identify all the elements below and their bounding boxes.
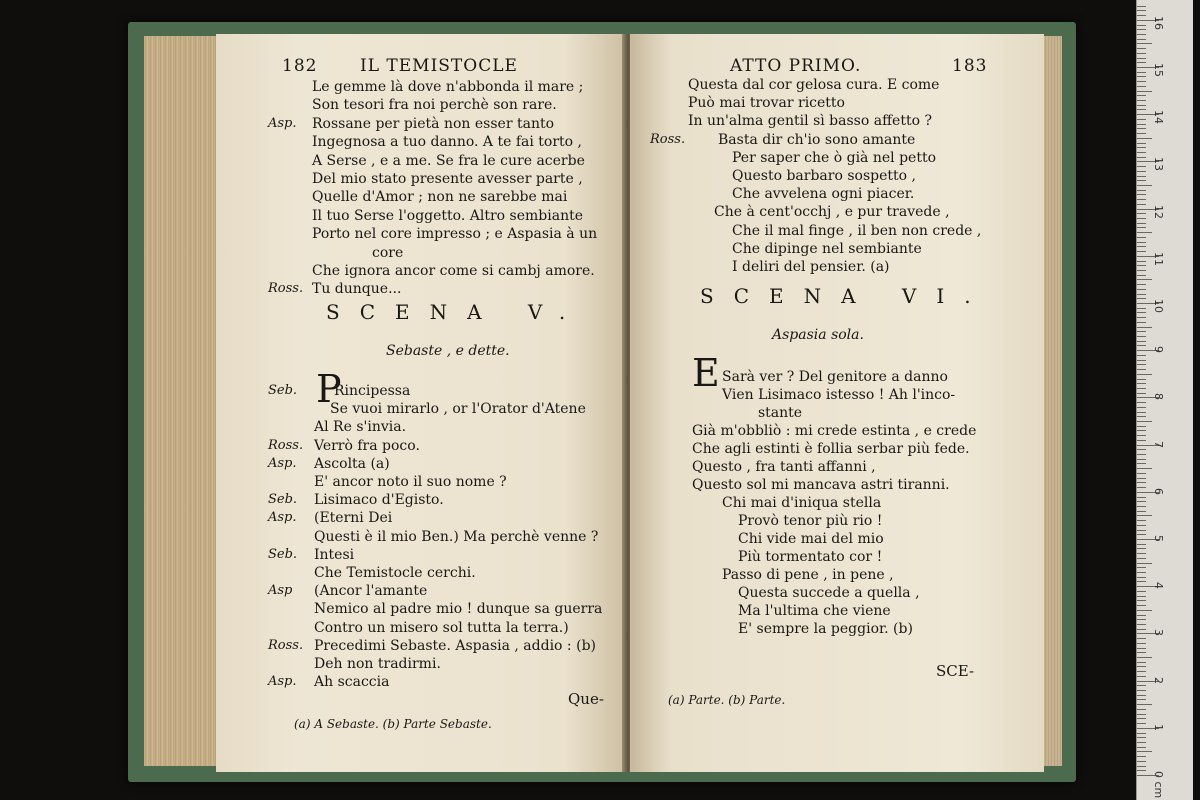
ruler-tick xyxy=(1137,619,1146,620)
ruler-tick xyxy=(1137,327,1152,328)
text-line: Questi è il mio Ben.) Ma perchè venne ? xyxy=(314,528,599,545)
scene-persons: Aspasia sola. xyxy=(772,327,864,343)
ruler-tick xyxy=(1137,204,1146,205)
text-line: Porto nel core impresso ; e Aspasia à un xyxy=(312,226,598,243)
ruler-tick xyxy=(1137,449,1146,450)
ruler-tick xyxy=(1137,25,1146,26)
ruler-tick xyxy=(1137,648,1146,649)
ruler-tick xyxy=(1137,105,1146,106)
ruler-tick xyxy=(1137,218,1146,219)
ruler-tick xyxy=(1137,213,1146,214)
text-line: Deh non tradirmi. xyxy=(314,656,441,672)
ruler-tick xyxy=(1137,322,1146,323)
ruler-tick xyxy=(1137,463,1146,464)
ruler-tick xyxy=(1137,473,1146,474)
ruler-label: 6 xyxy=(1152,487,1165,495)
ruler-tick xyxy=(1137,591,1146,592)
ruler-tick xyxy=(1137,478,1146,479)
right-page xyxy=(630,34,1044,772)
ruler-tick xyxy=(1137,6,1146,7)
text-line: Questa dal cor gelosa cura. E come xyxy=(688,77,940,93)
speaker-label: Asp. xyxy=(268,510,297,526)
ruler-tick xyxy=(1137,341,1146,342)
ruler-tick xyxy=(1137,369,1146,370)
speaker-label: Seb. xyxy=(268,546,298,562)
ruler-tick xyxy=(1137,629,1146,630)
ruler-tick xyxy=(1137,190,1146,191)
ruler-tick xyxy=(1137,699,1146,700)
ruler-tick xyxy=(1137,407,1146,408)
ruler-tick xyxy=(1137,440,1146,441)
ruler-tick xyxy=(1137,412,1146,413)
ruler-tick xyxy=(1137,39,1146,40)
ruler-label: 3 xyxy=(1152,629,1165,637)
text-line: Se vuoi mirarlo , or l'Orator d'Atene xyxy=(330,401,586,418)
ruler-label: 8 xyxy=(1152,393,1165,401)
ruler-tick xyxy=(1137,143,1146,144)
footnotes: (a) A Sebaste. (b) Parte Sebaste. xyxy=(294,717,492,731)
ruler-tick xyxy=(1137,100,1146,101)
text-line: Precedimi Sebaste. Aspasia , addio : (b) xyxy=(314,637,596,654)
text-line: Passo di pene , in pene , xyxy=(722,567,894,583)
text-line: (Eterni Dei xyxy=(314,510,393,527)
catchword: SCE- xyxy=(936,662,975,680)
scene-title: SCENA V. xyxy=(326,300,586,324)
text-line: In un'alma gentil sì basso affetto ? xyxy=(688,113,932,130)
ruler-label: 1 xyxy=(1152,723,1165,731)
speaker-label: Asp. xyxy=(268,455,297,471)
ruler-tick xyxy=(1137,534,1146,535)
ruler-tick xyxy=(1137,360,1146,361)
ruler-tick xyxy=(1137,317,1146,318)
ruler-tick xyxy=(1137,421,1152,422)
ruler-tick xyxy=(1137,246,1146,247)
ruler-tick xyxy=(1137,388,1146,389)
scene-persons: Sebaste , e dette. xyxy=(386,343,510,359)
ruler-tick xyxy=(1137,166,1146,167)
ruler-tick xyxy=(1137,581,1146,582)
text-line: I deliri del pensier. (a) xyxy=(732,259,890,275)
ruler-tick xyxy=(1137,714,1146,715)
ruler-tick xyxy=(1137,506,1146,507)
text-line: Quelle d'Amor ; non ne sarebbe mai xyxy=(312,189,568,206)
ruler-label: 5 xyxy=(1152,535,1165,542)
running-head: ATTO PRIMO. xyxy=(730,56,862,76)
text-line: Le gemme là dove n'abbonda il mare ; xyxy=(312,79,584,95)
ruler-label: 14 xyxy=(1152,110,1165,125)
ruler-tick xyxy=(1137,185,1152,186)
ruler-tick xyxy=(1137,685,1146,686)
ruler-tick xyxy=(1137,48,1146,49)
ruler-tick xyxy=(1137,666,1146,667)
ruler-tick xyxy=(1137,638,1146,639)
ruler-tick xyxy=(1137,138,1152,139)
ruler-label: 4 xyxy=(1152,582,1165,590)
ruler-tick xyxy=(1137,676,1146,677)
ruler-tick xyxy=(1137,747,1146,748)
ruler-tick xyxy=(1137,497,1146,498)
text-line: Al Re s'invia. xyxy=(314,419,407,436)
ruler-tick xyxy=(1137,284,1146,285)
ruler-tick xyxy=(1137,331,1146,332)
left-page xyxy=(216,34,626,772)
text-line: Che à cent'occhj , e pur travede , xyxy=(714,204,950,221)
ruler-tick xyxy=(1137,345,1146,346)
text-line: Rossane per pietà non esser tanto xyxy=(312,115,555,132)
ruler-tick xyxy=(1137,199,1146,200)
ruler-tick xyxy=(1137,515,1152,516)
speaker-label: Ross. xyxy=(268,281,304,297)
ruler-tick xyxy=(1137,157,1146,158)
ruler-tick xyxy=(1137,615,1146,616)
ruler-tick xyxy=(1137,577,1146,578)
text-line: Rincipessa xyxy=(334,383,411,399)
ruler-tick xyxy=(1137,459,1146,460)
ruler-tick xyxy=(1137,690,1146,691)
speaker-label: Seb. xyxy=(268,383,298,398)
text-line: Ingegnosa a tuo danno. A te fai torto , xyxy=(312,134,583,151)
text-line: Nemico al padre mio ! dunque sa guerra xyxy=(314,601,603,618)
ruler-tick xyxy=(1137,128,1146,129)
ruler-tick xyxy=(1137,171,1146,172)
text-line: Già m'obbliò : mi crede estinta , e crede xyxy=(692,423,977,439)
ruler-tick xyxy=(1137,374,1152,375)
drop-capital: E xyxy=(692,351,720,395)
ruler-tick xyxy=(1137,237,1146,238)
ruler-tick xyxy=(1137,34,1146,35)
ruler-tick xyxy=(1137,86,1146,87)
text-line: Son tesori fra noi perchè son rare. xyxy=(312,97,557,114)
text-line: Che Temistocle cerchi. xyxy=(314,565,476,581)
ruler-tick xyxy=(1137,501,1146,502)
ruler-tick xyxy=(1137,383,1146,384)
text-line: Più tormentato cor ! xyxy=(738,549,883,565)
ruler-tick xyxy=(1137,275,1146,276)
ruler-tick xyxy=(1137,657,1152,658)
ruler-tick xyxy=(1137,147,1146,148)
ruler-tick xyxy=(1137,402,1146,403)
text-line: Basta dir ch'io sono amante xyxy=(718,131,916,148)
ruler-tick xyxy=(1137,176,1146,177)
ruler-tick xyxy=(1137,294,1146,295)
ruler-tick xyxy=(1137,227,1146,228)
text-line: Intesi xyxy=(314,546,355,563)
ruler-tick xyxy=(1137,751,1152,752)
text-line: Chi mai d'iniqua stella xyxy=(722,495,882,511)
text-line: Che dipinge nel sembiante xyxy=(732,240,922,257)
ruler-tick xyxy=(1137,662,1146,663)
ruler-tick xyxy=(1137,454,1146,455)
drop-capital: P xyxy=(316,367,342,411)
ruler-tick xyxy=(1137,10,1146,11)
ruler-label: 10 xyxy=(1152,299,1165,313)
ruler-tick xyxy=(1137,232,1152,233)
speaker-label: Ross. xyxy=(268,437,304,453)
ruler-tick xyxy=(1137,435,1146,436)
ruler-tick xyxy=(1137,761,1146,762)
text-line: Sarà ver ? Del genitore a danno xyxy=(722,369,948,385)
ruler-tick xyxy=(1137,312,1146,313)
text-line: Del mio stato presente avesser parte , xyxy=(312,171,583,187)
ruler-tick xyxy=(1137,520,1146,521)
ruler-tick xyxy=(1137,718,1146,719)
measurement-ruler xyxy=(1136,0,1193,800)
speaker-label: Asp xyxy=(268,583,293,599)
ruler-tick xyxy=(1137,643,1146,644)
ruler-tick xyxy=(1137,709,1146,710)
ruler-tick xyxy=(1137,487,1146,488)
text-line: Per saper che ò già nel petto xyxy=(732,149,937,166)
text-line: Chi vide mai del mio xyxy=(738,531,884,547)
ruler-label: 11 xyxy=(1152,251,1165,266)
ruler-tick xyxy=(1137,58,1146,59)
ruler-tick xyxy=(1137,426,1146,427)
ruler-tick xyxy=(1137,43,1152,44)
ruler-tick xyxy=(1137,393,1146,394)
speaker-label: Asp. xyxy=(268,674,297,690)
speaker-label: Asp. xyxy=(268,115,297,131)
ruler-tick xyxy=(1137,525,1146,526)
text-line: Questo barbaro sospetto , xyxy=(732,168,916,184)
text-line: Questa succede a quella , xyxy=(738,585,920,601)
text-line: stante xyxy=(758,405,803,421)
ruler-tick xyxy=(1137,624,1146,625)
ruler-tick xyxy=(1137,695,1146,696)
ruler-tick xyxy=(1137,737,1146,738)
ruler-label: 0 cm xyxy=(1152,771,1165,799)
ruler-tick xyxy=(1137,704,1152,705)
ruler-tick xyxy=(1137,572,1146,573)
text-line: Che il mal finge , il ben non crede , xyxy=(732,222,982,239)
ruler-tick xyxy=(1137,242,1146,243)
ruler-tick xyxy=(1137,29,1146,30)
ruler-tick xyxy=(1137,553,1146,554)
ruler-label: 9 xyxy=(1152,346,1165,354)
ruler-tick xyxy=(1137,279,1152,280)
speaker-label: Ross. xyxy=(650,131,686,147)
catchword: Que- xyxy=(568,690,604,708)
ruler-tick xyxy=(1137,109,1146,110)
ruler-label: 2 xyxy=(1152,676,1165,684)
text-line: Questo , fra tanti affanni , xyxy=(692,459,876,475)
text-line: Contro un misero sol tutta la terra.) xyxy=(314,619,569,636)
ruler-tick xyxy=(1137,124,1146,125)
ruler-tick xyxy=(1137,261,1146,262)
ruler-tick xyxy=(1137,548,1146,549)
ruler-label: 7 xyxy=(1152,440,1165,448)
ruler-tick xyxy=(1137,652,1146,653)
ruler-tick xyxy=(1137,364,1146,365)
ruler-label: 12 xyxy=(1152,204,1165,219)
text-line: Che agli estinti è follia serbar più fede. xyxy=(692,441,970,457)
ruler-tick xyxy=(1137,72,1146,73)
text-line: Ah scaccia xyxy=(314,674,390,691)
text-line: Il tuo Serse l'oggetto. Altro sembiante xyxy=(312,207,584,224)
text-line: Provò tenor più rio ! xyxy=(738,513,883,529)
page-edges-left xyxy=(144,36,218,766)
text-line: Ma l'ultima che viene xyxy=(738,603,891,619)
ruler-tick xyxy=(1137,733,1146,734)
ruler-tick xyxy=(1137,567,1146,568)
ruler-tick xyxy=(1137,742,1146,743)
ruler-tick xyxy=(1137,76,1146,77)
ruler-tick xyxy=(1137,152,1146,153)
ruler-label: 13 xyxy=(1152,157,1165,172)
ruler-tick xyxy=(1137,15,1146,16)
ruler-tick xyxy=(1137,355,1146,356)
page-edges-right xyxy=(1044,36,1062,766)
text-line: Tu dunque... xyxy=(312,281,402,298)
footnotes: (a) Parte. (b) Parte. xyxy=(668,693,786,707)
ruler-tick xyxy=(1137,766,1146,767)
open-book xyxy=(128,22,1076,782)
text-line: Verrò fra poco. xyxy=(314,437,420,454)
text-line: A Serse , e a me. Se fra le cure acerbe xyxy=(312,152,585,169)
ruler-tick xyxy=(1137,511,1146,512)
ruler-tick xyxy=(1137,482,1146,483)
ruler-tick xyxy=(1137,91,1152,92)
text-line: Vien Lisimaco istesso ! Ah l'inco- xyxy=(722,387,956,403)
ruler-tick xyxy=(1137,600,1146,601)
ruler-tick xyxy=(1137,194,1146,195)
ruler-tick xyxy=(1137,430,1146,431)
text-line: Che ignora ancor come si cambj amore. xyxy=(312,263,595,279)
ruler-tick xyxy=(1137,770,1146,771)
ruler-tick xyxy=(1137,610,1152,611)
text-line: core xyxy=(372,244,404,261)
text-line: Questo sol mi mancava astri tiranni. xyxy=(692,477,950,493)
text-line: E' sempre la peggior. (b) xyxy=(738,621,913,637)
ruler-tick xyxy=(1137,468,1152,469)
text-line: (Ancor l'amante xyxy=(314,583,428,600)
ruler-tick xyxy=(1137,336,1146,337)
text-line: E' ancor noto il suo nome ? xyxy=(314,474,507,490)
ruler-tick xyxy=(1137,53,1146,54)
ruler-tick xyxy=(1137,133,1146,134)
ruler-tick xyxy=(1137,270,1146,271)
ruler-tick xyxy=(1137,119,1146,120)
text-line: Che avvelena ogni piacer. xyxy=(732,186,915,203)
ruler-tick xyxy=(1137,62,1146,63)
ruler-tick xyxy=(1137,308,1146,309)
speaker-label: Ross. xyxy=(268,637,304,653)
scene-title: SCENA VI. xyxy=(700,284,991,308)
ruler-tick xyxy=(1137,298,1146,299)
text-line: Ascolta (a) xyxy=(314,455,390,472)
running-head: IL TEMISTOCLE xyxy=(360,56,518,76)
ruler-tick xyxy=(1137,95,1146,96)
ruler-tick xyxy=(1137,671,1146,672)
ruler-tick xyxy=(1137,265,1146,266)
ruler-tick xyxy=(1137,605,1146,606)
page-number: 182 xyxy=(282,56,318,76)
ruler-tick xyxy=(1137,81,1146,82)
ruler-tick xyxy=(1137,544,1146,545)
ruler-tick xyxy=(1137,723,1146,724)
ruler-tick xyxy=(1137,223,1146,224)
ruler-tick xyxy=(1137,251,1146,252)
ruler-tick xyxy=(1137,379,1146,380)
text-line: Può mai trovar ricetto xyxy=(688,95,845,112)
ruler-tick xyxy=(1137,530,1146,531)
ruler-tick xyxy=(1137,180,1146,181)
speaker-label: Seb. xyxy=(268,492,298,508)
ruler-label: 15 xyxy=(1152,63,1165,77)
ruler-tick xyxy=(1137,596,1146,597)
page-number: 183 xyxy=(952,56,988,76)
ruler-tick xyxy=(1137,558,1146,559)
text-line: Lisimaco d'Egisto. xyxy=(314,492,444,509)
ruler-tick xyxy=(1137,756,1146,757)
ruler-tick xyxy=(1137,563,1152,564)
ruler-tick xyxy=(1137,416,1146,417)
ruler-label: 16 xyxy=(1152,15,1165,30)
ruler-tick xyxy=(1137,289,1146,290)
